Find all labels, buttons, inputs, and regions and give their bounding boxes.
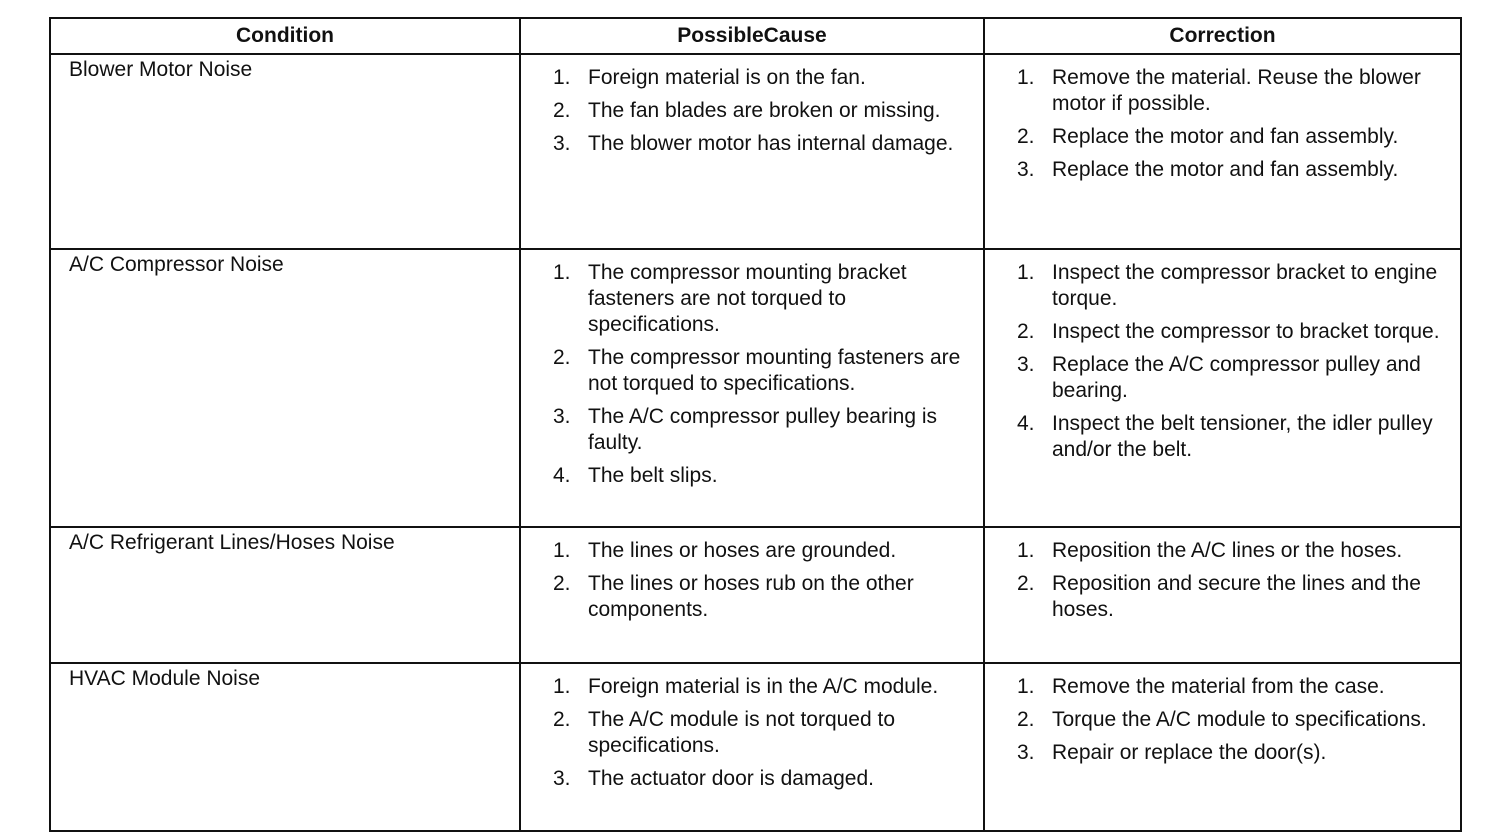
item-text: Inspect the belt tensioner, the idler pulley and/or the belt. bbox=[1052, 412, 1433, 461]
list-item: 1. Remove the material from the case. bbox=[1017, 675, 1385, 698]
correction-list bbox=[1017, 65, 1454, 183]
cause-list bbox=[553, 260, 977, 489]
correction-list bbox=[1017, 674, 1454, 766]
item-text: The actuator door is damaged. bbox=[588, 767, 875, 790]
list-item: 2. Inspect the compressor to bracket torque. bbox=[1017, 320, 1440, 343]
table-row bbox=[50, 249, 1461, 527]
table-row bbox=[50, 527, 1461, 663]
cause-cell bbox=[520, 527, 984, 663]
item-text: The A/C compressor pulley bearing is faulty. bbox=[588, 405, 937, 454]
list-item: 4. The belt slips. bbox=[553, 464, 718, 487]
item-text: The lines or hoses are grounded. bbox=[588, 539, 897, 562]
list-item: 1. The compressor mounting bracket fasteners are not torqued to specifications. bbox=[553, 261, 907, 336]
item-text: Remove the material from the case. bbox=[1052, 675, 1385, 698]
cause-cell bbox=[520, 249, 984, 527]
list-item: 2. Reposition and secure the lines and the hoses. bbox=[1017, 572, 1421, 621]
list-item: 1. Foreign material is in the A/C module. bbox=[553, 675, 939, 698]
cause-cell bbox=[520, 54, 984, 249]
condition-cell: A/C Refrigerant Lines/Hoses Noise bbox=[50, 527, 520, 663]
item-text: Reposition and secure the lines and the hoses. bbox=[1052, 572, 1421, 621]
correction-cell bbox=[984, 54, 1461, 249]
item-text: Repair or replace the door(s). bbox=[1052, 741, 1327, 764]
list-item: 1. Inspect the compressor bracket to engine torque. bbox=[1017, 261, 1438, 310]
item-text: The A/C module is not torqued to specifications. bbox=[588, 708, 896, 757]
item-text: Replace the motor and fan assembly. bbox=[1052, 125, 1399, 148]
item-text: Replace the A/C compressor pulley and bearing. bbox=[1052, 353, 1421, 402]
header-condition: Condition bbox=[50, 18, 520, 54]
list-item: 1. Foreign material is on the fan. bbox=[553, 66, 866, 89]
list-item: 1. The lines or hoses are grounded. bbox=[553, 539, 897, 562]
list-item: 2. The compressor mounting fasteners are not torqued to specifications. bbox=[553, 346, 961, 395]
condition-cell: A/C Compressor Noise bbox=[50, 249, 520, 527]
item-text: Remove the material. Reuse the blower motor if possible. bbox=[1052, 66, 1421, 115]
cause-list bbox=[553, 538, 977, 623]
list-item: 3. Repair or replace the door(s). bbox=[1017, 741, 1327, 764]
list-item: 1. Remove the material. Reuse the blower motor if possible. bbox=[1017, 66, 1421, 115]
item-text: Replace the motor and fan assembly. bbox=[1052, 158, 1399, 181]
item-text: Foreign material is in the A/C module. bbox=[588, 675, 939, 698]
header-correction: Correction bbox=[984, 18, 1461, 54]
list-item: 3. The actuator door is damaged. bbox=[553, 767, 875, 790]
cause-list bbox=[553, 65, 977, 157]
correction-cell bbox=[984, 527, 1461, 663]
list-item: 2. The lines or hoses rub on the other components. bbox=[553, 572, 914, 621]
item-text: The blower motor has internal damage. bbox=[588, 132, 954, 155]
table-row bbox=[50, 663, 1461, 831]
item-text: Inspect the compressor bracket to engine torque. bbox=[1052, 261, 1438, 310]
item-text: The belt slips. bbox=[588, 464, 718, 487]
list-item: 3. The blower motor has internal damage. bbox=[553, 132, 954, 155]
item-text: The lines or hoses rub on the other components. bbox=[588, 572, 914, 621]
header-row bbox=[50, 18, 1461, 54]
list-item: 1. Reposition the A/C lines or the hoses. bbox=[1017, 539, 1403, 562]
item-text: Foreign material is on the fan. bbox=[588, 66, 866, 89]
list-item: 2. Replace the motor and fan assembly. bbox=[1017, 125, 1399, 148]
list-item: 3. The A/C compressor pulley bearing is faulty. bbox=[553, 405, 937, 454]
item-text: The compressor mounting bracket fasteners are not torqued to specifications. bbox=[588, 261, 907, 336]
cause-list bbox=[553, 674, 977, 792]
condition-cell: HVAC Module Noise bbox=[50, 663, 520, 831]
cause-cell bbox=[520, 663, 984, 831]
list-item: 3. Replace the A/C compressor pulley and bearing. bbox=[1017, 353, 1421, 402]
diagnostic-table bbox=[49, 17, 1462, 832]
table-row bbox=[50, 54, 1461, 249]
item-text: Torque the A/C module to specifications. bbox=[1052, 708, 1427, 731]
list-item: 2. The A/C module is not torqued to specifications. bbox=[553, 708, 896, 757]
correction-list bbox=[1017, 538, 1454, 623]
item-text: Inspect the compressor to bracket torque. bbox=[1052, 320, 1440, 343]
list-item: 2. The fan blades are broken or missing. bbox=[553, 99, 941, 122]
correction-cell bbox=[984, 249, 1461, 527]
correction-cell bbox=[984, 663, 1461, 831]
list-item: 3. Replace the motor and fan assembly. bbox=[1017, 158, 1399, 181]
list-item: 4. Inspect the belt tensioner, the idler pulley and/or the belt. bbox=[1017, 412, 1433, 461]
item-text: The compressor mounting fasteners are not torqued to specifications. bbox=[588, 346, 961, 395]
list-item: 2. Torque the A/C module to specifications. bbox=[1017, 708, 1427, 731]
header-possible-cause: PossibleCause bbox=[520, 18, 984, 54]
correction-list bbox=[1017, 260, 1454, 463]
item-text: Reposition the A/C lines or the hoses. bbox=[1052, 539, 1403, 562]
condition-cell: Blower Motor Noise bbox=[50, 54, 520, 249]
item-text: The fan blades are broken or missing. bbox=[588, 99, 941, 122]
